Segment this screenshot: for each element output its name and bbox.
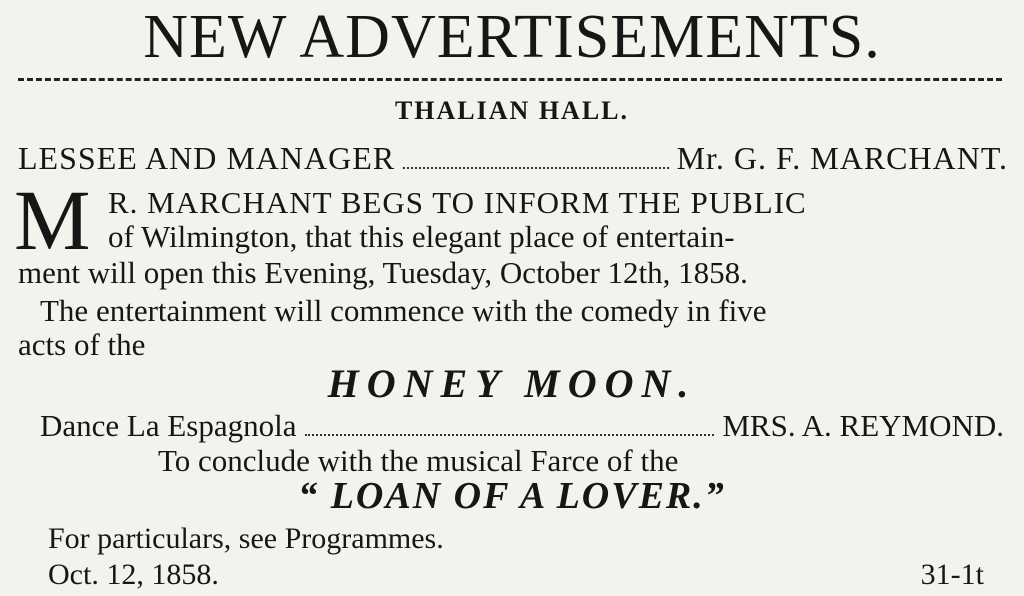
headline: NEW ADVERTISEMENTS.	[143, 3, 881, 71]
announcement-line-2: of Wilmington, that this elegant place of entertain-	[108, 219, 735, 254]
venue-title: THALIAN HALL.	[394, 96, 630, 125]
particulars-line: For particulars, see Programmes.	[48, 522, 444, 555]
announcement-line-3: ment will open this Evening, Tuesday, October 12th, 1858.	[18, 255, 748, 290]
dance-performer: MRS. A. REYMOND.	[722, 408, 1004, 443]
manager-name: Mr. G. F. MARCHANT.	[676, 140, 1008, 176]
farce-title: “ LOAN OF A LOVER.”	[298, 475, 726, 517]
manager-label: LESSEE AND MANAGER	[18, 140, 396, 176]
leader-dots	[305, 408, 715, 436]
program-line-2: acts of the	[18, 327, 146, 362]
comedy-title: HONEY MOON.	[327, 361, 697, 406]
announcement-line-1: R. MARCHANT BEGS TO INFORM THE PUBLIC	[108, 185, 807, 220]
conclude-line: To conclude with the musical Farce of the	[158, 443, 679, 478]
divider-rule	[18, 78, 1002, 81]
manager-line	[18, 140, 1008, 177]
announcement-paragraph	[108, 186, 1008, 254]
leader-dots	[403, 140, 668, 169]
drop-cap: M	[14, 172, 91, 268]
insertion-code: 31-1t	[920, 558, 984, 591]
dance-line	[40, 408, 1004, 444]
dance-label: Dance La Espagnola	[40, 408, 297, 443]
program-line-1: The entertainment will commence with the comedy in five	[40, 293, 767, 328]
date-line: Oct. 12, 1858.	[48, 558, 219, 591]
